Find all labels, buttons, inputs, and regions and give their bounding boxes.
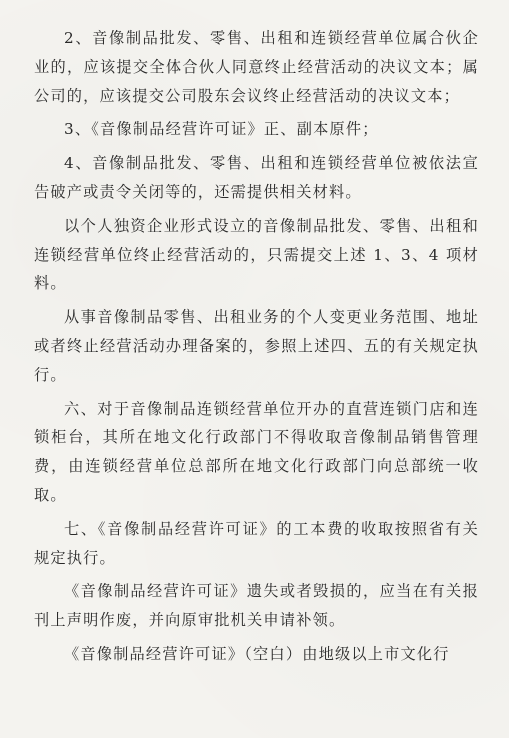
paragraph-partnership-company: 2、音像制品批发、零售、出租和连锁经营单位属合伙企业的，应该提交全体合伙人同意终止经营活动的决议文本；属公司的，应该提交公司股东会议终止经营活动的决议文本；	[34, 29, 479, 105]
paragraph-blank-license: 《音像制品经营许可证》（空白）由地级以上市文化行	[64, 644, 450, 663]
paragraph-individual-filing: 从事音像制品零售、出租业务的个人变更业务范围、地址或者终止经营活动办理备案的，参照上述四、五的有关规定执行。	[34, 308, 479, 384]
paragraph-lost-license: 《音像制品经营许可证》遗失或者毁损的，应当在有关报刊上声明作废，并向原审批机关申请补领。	[34, 582, 479, 630]
paragraph-seven-fees: 七、《音像制品经营许可证》的工本费的收取按照省有关规定执行。	[34, 519, 479, 567]
paragraph-sole-proprietorship: 以个人独资企业形式设立的音像制品批发、零售、出租和连锁经营单位终止经营活动的，只需提交上述 1、3、4 项材料。	[34, 216, 479, 293]
paragraph-license-original: 3、《音像制品经营许可证》正、副本原件；	[64, 120, 379, 139]
paragraph-bankruptcy-materials: 4、音像制品批发、零售、出租和连锁经营单位被依法宣告破产或责令关闭等的，还需提供相关材料。	[34, 154, 479, 201]
paragraph-six-chain-stores: 六、对于音像制品连锁经营单位开办的直营连锁门店和连锁柜台，其所在地文化行政部门不得收取音像制品销售管理费，由连锁经营单位总部所在地文化行政部门向总部统一收取。	[34, 399, 479, 504]
